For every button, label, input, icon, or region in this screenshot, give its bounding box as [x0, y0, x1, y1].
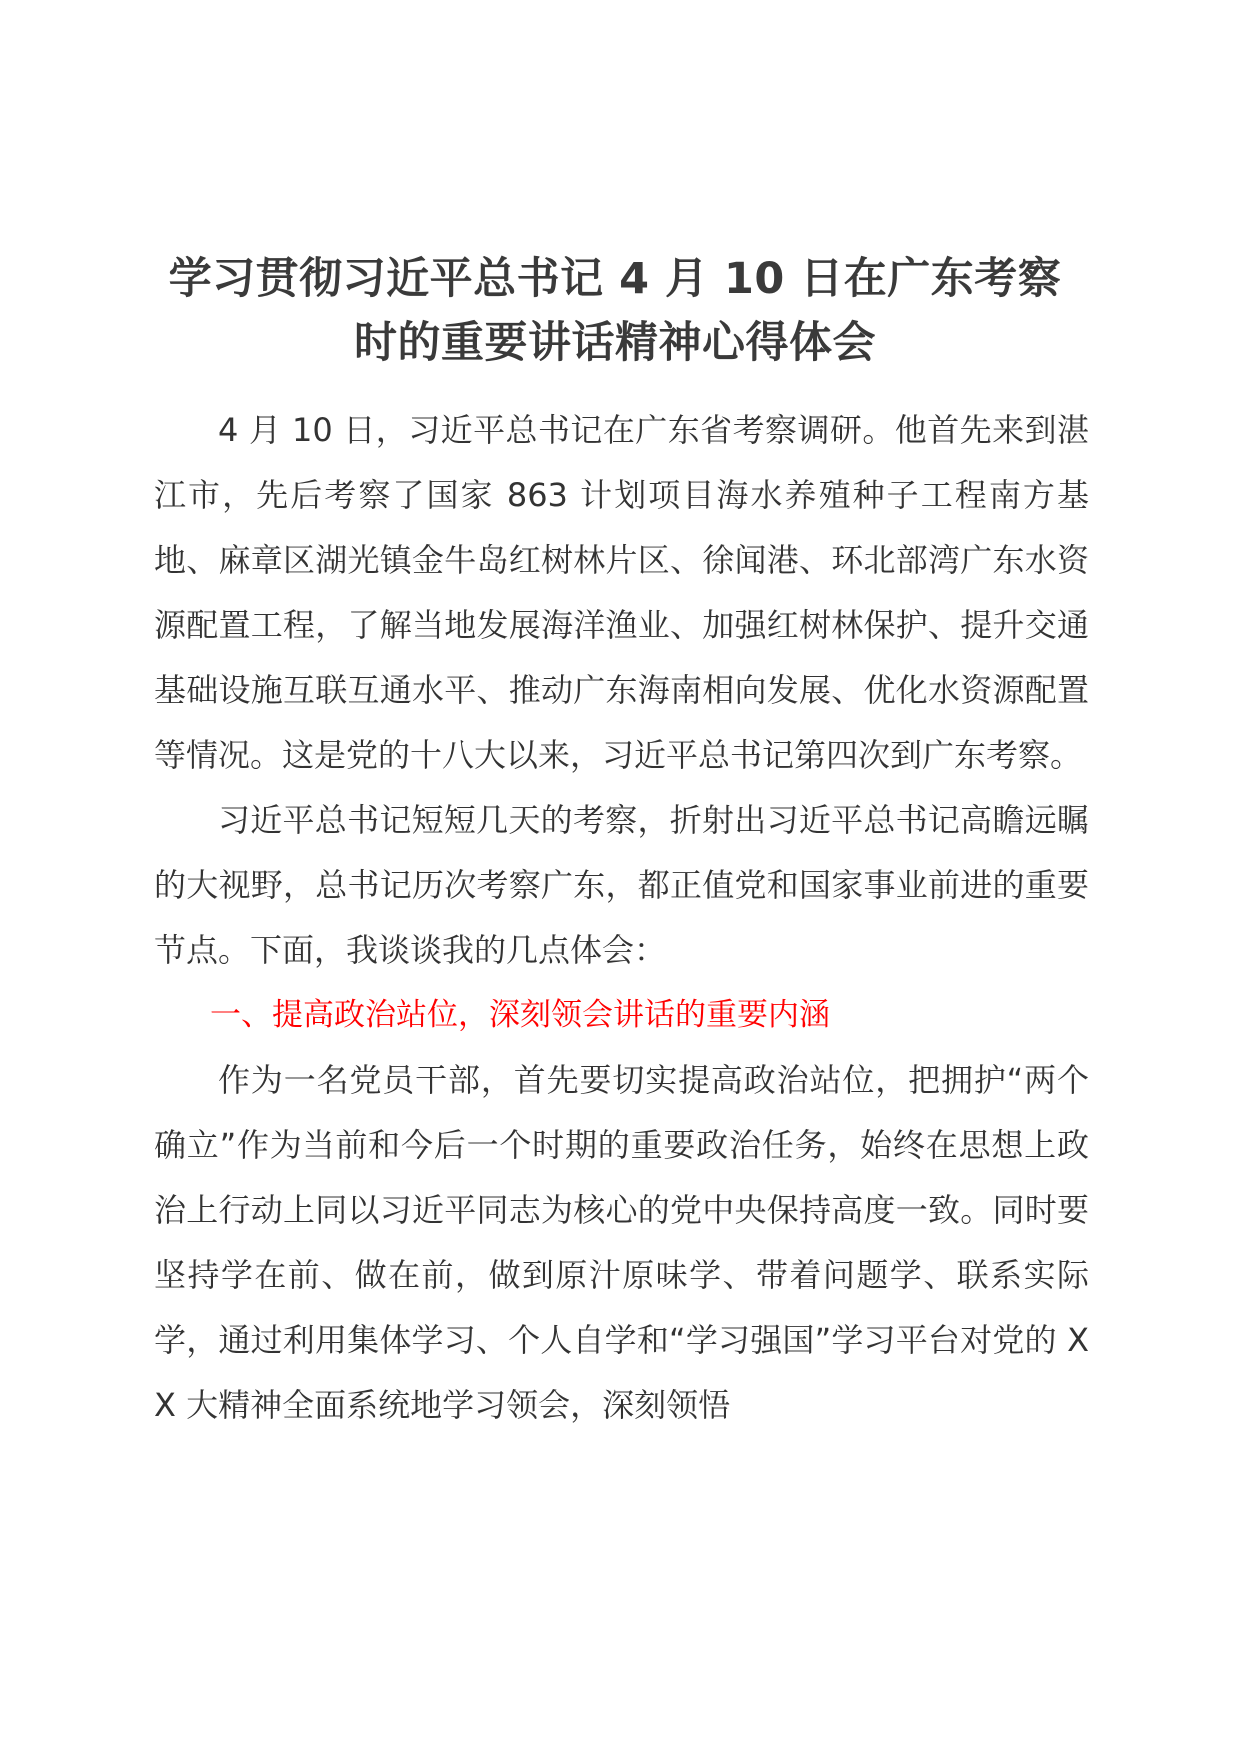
section-heading-1: 一、提高政治站位，深刻领会讲话的重要内涵	[210, 997, 830, 1033]
paragraph-overview: 习近平总书记短短几天的考察，折射出习近平总书记高瞻远瞩的大视野，总书记历次考察广东，都正值党和国家事业前进的重要节点。下面，我谈谈我的几点体会：	[154, 801, 1089, 969]
title-line-2: 时的重要讲话精神心得体会	[354, 318, 876, 368]
title-line-1: 学习贯彻习近平总书记 4 月 10 日在广东考察	[168, 254, 1062, 304]
paragraph-section-1: 作为一名党员干部，首先要切实提高政治站位，把拥护“两个确立”作为当前和今后一个时期的重要政治任务，始终在思想上政治上行动上同以习近平同志为核心的党中央保持高度一致。同时要坚持学在前、做在前，做到原汁原味学、带着问题学、联系实际学，通过利用集体学习、个人自学和“学习强国”学习平台对党的 XX 大精神全面系统地学习领会，深刻领悟	[154, 1061, 1089, 1424]
paragraph-intro: 4 月 10 日，习近平总书记在广东省考察调研。他首先来到湛江市，先后考察了国家 863 计划项目海水养殖种子工程南方基地、麻章区湖光镇金牛岛红树林片区、徐闻港、环北部湾广东水资源配置工程，了解当地发展海洋渔业、加强红树林保护、提升交通基础设施互联互通水平、推动广东海南相向发展、优化水资源配置等情况。这是党的十八大以来，习近平总书记第四次到广东考察。	[154, 411, 1089, 774]
document-body	[154, 398, 1089, 1438]
document-title	[150, 247, 1080, 375]
